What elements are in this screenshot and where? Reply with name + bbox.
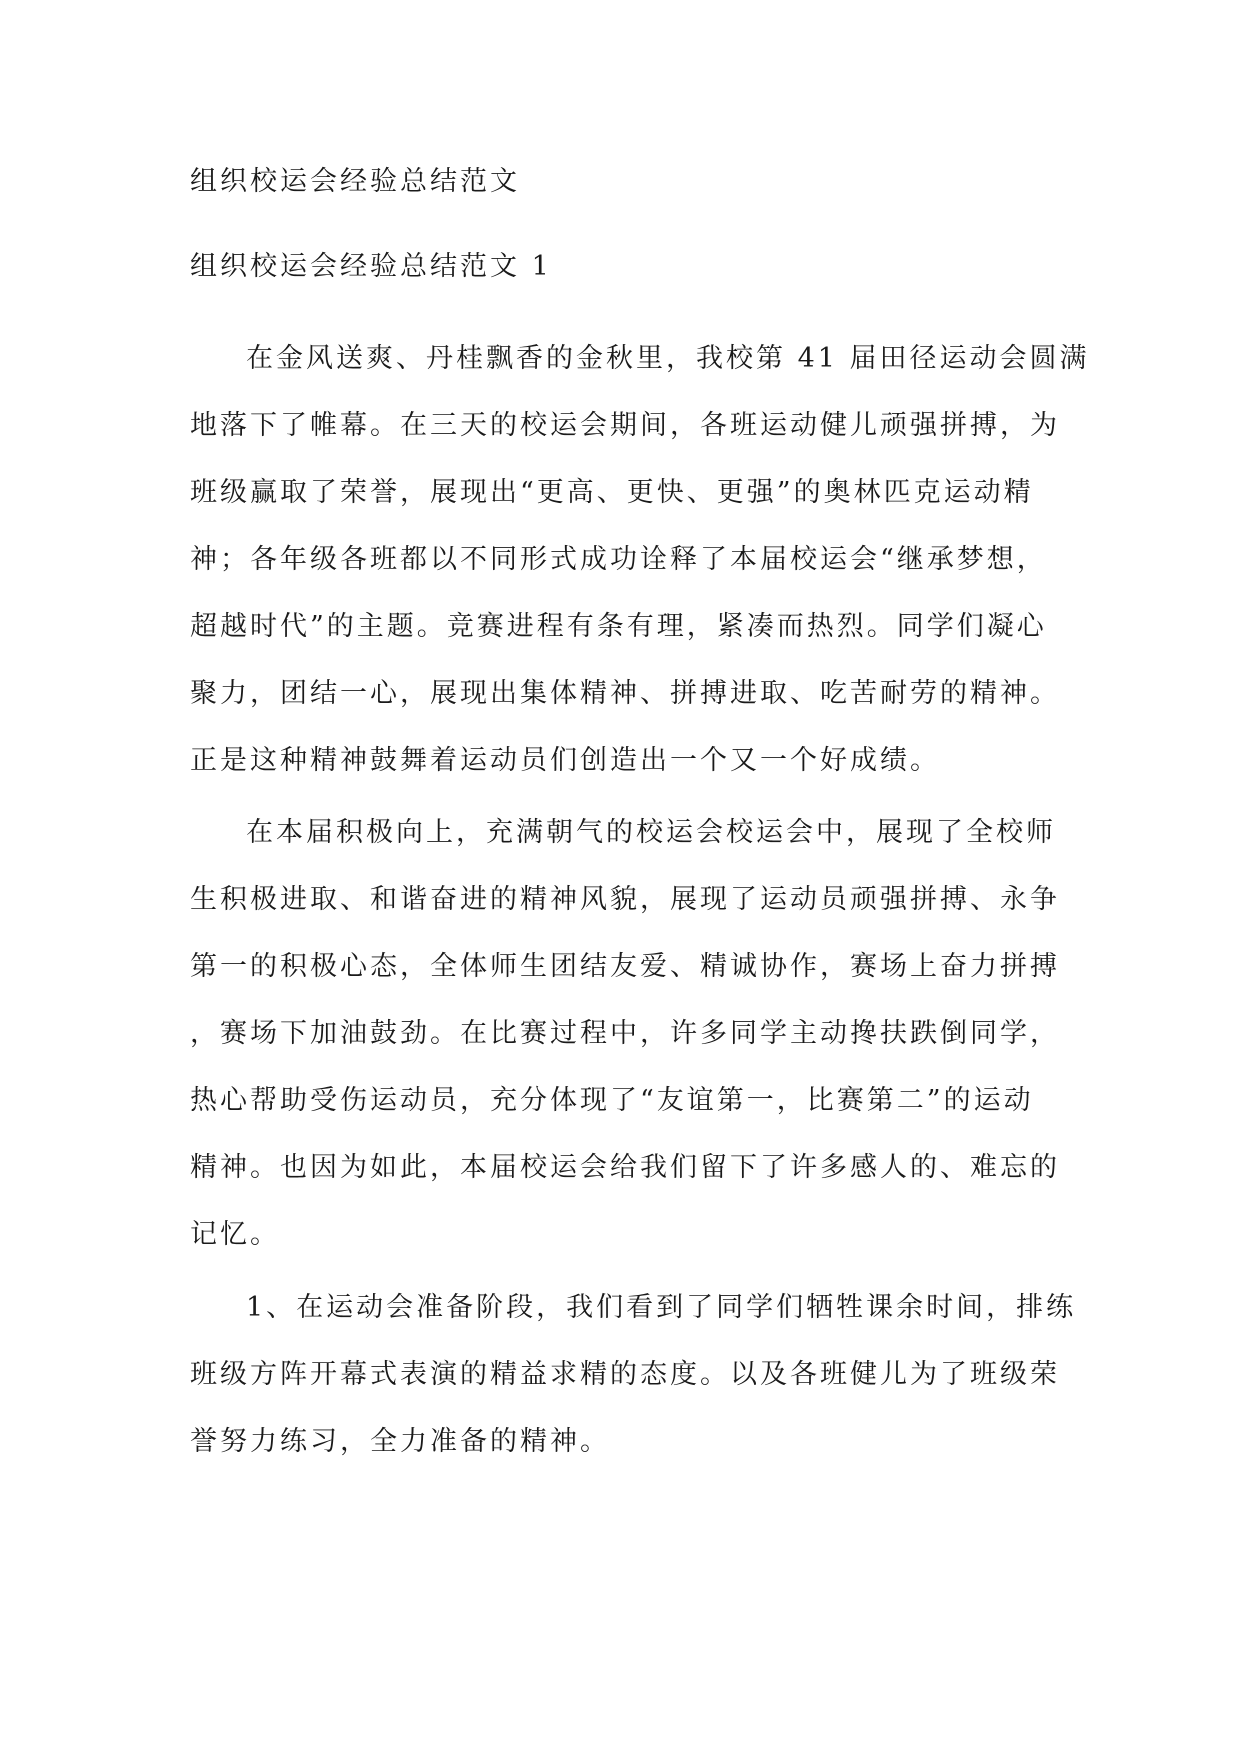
paragraph-2 [190,799,1060,1268]
paragraph-line: 在金风送爽、丹桂飘香的金秋里，我校第 41 届田径运动会圆满 [246,343,1090,374]
paragraph-line: 记忆。 [190,1219,280,1250]
document-subtitle: 组织校运会经验总结范文 1 [190,251,552,282]
paragraph-3 [190,1274,1077,1475]
paragraph-1 [190,325,1090,794]
paragraph-line: 超越时代”的主题。竞赛进程有条有理，紧凑而热烈。同学们凝心 [190,611,1047,642]
paragraph-line: 誉努力练习，全力准备的精神。 [190,1426,610,1457]
paragraph-line: 精神。也因为如此，本届校运会给我们留下了许多感人的、难忘的 [190,1152,1060,1183]
paragraph-line: 热心帮助受伤运动员，充分体现了“友谊第一，比赛第二”的运动 [190,1085,1034,1116]
paragraph-line: 聚力，团结一心，展现出集体精神、拼搏进取、吃苦耐劳的精神。 [190,678,1060,709]
paragraph-line: 正是这种精神鼓舞着运动员们创造出一个又一个好成绩。 [190,745,940,776]
paragraph-line: ，赛场下加油鼓劲。在比赛过程中，许多同学主动搀扶跌倒同学， [190,1018,1060,1049]
paragraph-line: 班级方阵开幕式表演的精益求精的态度。以及各班健儿为了班级荣 [190,1359,1060,1390]
paragraph-line: 1、在运动会准备阶段，我们看到了同学们牺牲课余时间，排练 [246,1292,1077,1323]
paragraph-line: 第一的积极心态，全体师生团结友爱、精诚协作，赛场上奋力拼搏 [190,951,1060,982]
paragraph-line: 在本届积极向上，充满朝气的校运会校运会中，展现了全校师 [246,817,1056,848]
paragraph-line: 地落下了帷幕。在三天的校运会期间，各班运动健儿顽强拼搏，为 [190,410,1060,441]
paragraph-line: 生积极进取、和谐奋进的精神风貌，展现了运动员顽强拼搏、永争 [190,884,1060,915]
paragraph-line: 神；各年级各班都以不同形式成功诠释了本届校运会“继承梦想， [190,544,1047,575]
paragraph-line: 班级赢取了荣誉，展现出“更高、更快、更强”的奥林匹克运动精 [190,477,1034,508]
document-title: 组织校运会经验总结范文 [190,166,520,197]
